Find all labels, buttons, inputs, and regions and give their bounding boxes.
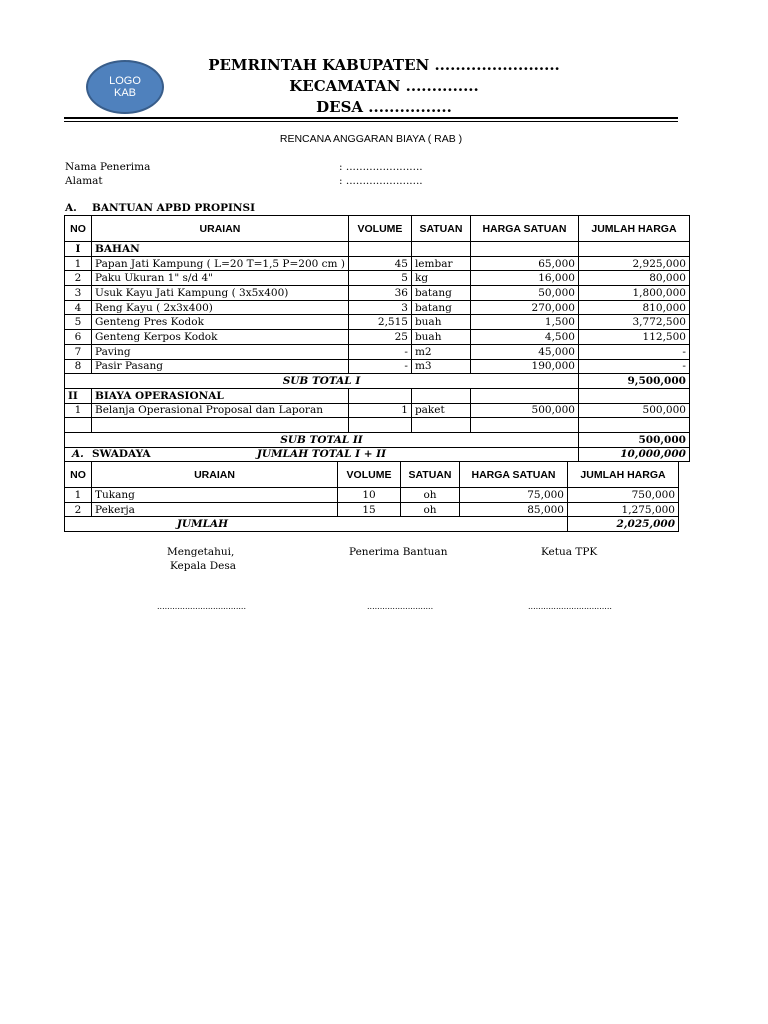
- item-no: 5: [65, 315, 92, 330]
- item-desc: Paving: [92, 344, 349, 359]
- item-unit: batang: [411, 286, 470, 301]
- table-row: [65, 502, 679, 517]
- subtotal2-label: SUB TOTAL II: [65, 432, 579, 447]
- item-price: 75,000: [460, 488, 568, 503]
- item-total: -: [578, 359, 689, 374]
- empty-row: [65, 418, 690, 433]
- item-unit: m3: [411, 359, 470, 374]
- item-total: 2,925,000: [578, 256, 689, 271]
- sign-1-dots: ...................................: [157, 602, 247, 611]
- item-unit: buah: [411, 330, 470, 345]
- table-row: [65, 488, 679, 503]
- subtotal-row: [65, 432, 690, 447]
- item-total: -: [578, 344, 689, 359]
- item-total: 80,000: [578, 271, 689, 286]
- table-header-row: [65, 216, 690, 242]
- item-unit: oh: [401, 502, 460, 517]
- col-header: NO: [65, 216, 92, 242]
- item-volume: 3: [348, 300, 411, 315]
- item-price: 270,000: [470, 300, 578, 315]
- item-no: 1: [65, 403, 92, 418]
- item-volume: 15: [338, 502, 401, 517]
- item-unit: batang: [411, 300, 470, 315]
- item-volume: 10: [338, 488, 401, 503]
- recipient-address-label: Alamat: [65, 175, 103, 187]
- item-no: 2: [65, 502, 92, 517]
- item-no: 4: [65, 300, 92, 315]
- subtotal2-value: 500,000: [578, 432, 689, 447]
- col-header: SATUAN: [401, 462, 460, 488]
- item-desc: Pekerja: [92, 502, 338, 517]
- item-desc: Genteng Pres Kodok: [92, 315, 349, 330]
- group-row: [65, 388, 690, 403]
- item-no: 3: [65, 286, 92, 301]
- item-unit: oh: [401, 488, 460, 503]
- item-total: 750,000: [568, 488, 679, 503]
- item-desc: Tukang: [92, 488, 338, 503]
- col-header: VOLUME: [338, 462, 401, 488]
- item-no: 8: [65, 359, 92, 374]
- col-header: HARGA SATUAN: [470, 216, 578, 242]
- sign-2-line1: Penerima Bantuan: [349, 546, 448, 558]
- table-row: [65, 271, 690, 286]
- item-price: 45,000: [470, 344, 578, 359]
- swadaya-total-label: JUMLAH: [65, 517, 568, 532]
- table-row: [65, 344, 690, 359]
- grandtotal-label: JUMLAH TOTAL I + II: [65, 447, 579, 462]
- item-price: 1,500: [470, 315, 578, 330]
- item-desc: Paku Ukuran 1" s/d 4": [92, 271, 349, 286]
- subtotal1-label: SUB TOTAL I: [65, 374, 579, 389]
- grandtotal-value: 10,000,000: [578, 447, 689, 462]
- item-total: 112,500: [578, 330, 689, 345]
- item-volume: 2,515: [348, 315, 411, 330]
- sign-2-dots: ..........................: [367, 602, 434, 611]
- table-row: [65, 330, 690, 345]
- group-no: I: [65, 242, 92, 257]
- item-desc: Pasir Pasang: [92, 359, 349, 374]
- item-volume: 1: [348, 403, 411, 418]
- col-header: JUMLAH HARGA: [568, 462, 679, 488]
- item-volume: -: [348, 344, 411, 359]
- col-header: SATUAN: [411, 216, 470, 242]
- item-price: 85,000: [460, 502, 568, 517]
- item-price: 65,000: [470, 256, 578, 271]
- subtotal-row: [65, 374, 690, 389]
- item-total: 1,275,000: [568, 502, 679, 517]
- recipient-name-label: Nama Penerima: [65, 161, 151, 173]
- group-no: II: [65, 388, 92, 403]
- table-row: [65, 403, 690, 418]
- section-a-title: BANTUAN APBD PROPINSI: [92, 202, 256, 214]
- sign-3-dots: .................................: [528, 602, 612, 611]
- item-price: 500,000: [470, 403, 578, 418]
- header-rule-thin: [64, 121, 678, 122]
- header-line1: PEMRINTAH KABUPATEN ........................: [208, 56, 560, 74]
- item-total: 3,772,500: [578, 315, 689, 330]
- table-header-row: [65, 462, 679, 488]
- group-title: BIAYA OPERASIONAL: [92, 388, 349, 403]
- group-title: BAHAN: [92, 242, 349, 257]
- item-total: 810,000: [578, 300, 689, 315]
- col-header: HARGA SATUAN: [460, 462, 568, 488]
- item-desc: Genteng Kerpos Kodok: [92, 330, 349, 345]
- item-unit: buah: [411, 315, 470, 330]
- document-title: RENCANA ANGGARAN BIAYA ( RAB ): [279, 133, 463, 145]
- table-row: [65, 359, 690, 374]
- item-volume: -: [348, 359, 411, 374]
- logo-line2: KAB: [113, 87, 136, 99]
- item-price: 190,000: [470, 359, 578, 374]
- table-row: [65, 256, 690, 271]
- item-price: 4,500: [470, 330, 578, 345]
- item-volume: 5: [348, 271, 411, 286]
- section-b-title: SWADAYA: [92, 448, 151, 460]
- item-unit: kg: [411, 271, 470, 286]
- sign-3-line1: Ketua TPK: [541, 546, 598, 558]
- logo-line1: LOGO: [109, 75, 141, 87]
- item-no: 7: [65, 344, 92, 359]
- item-desc: Belanja Operasional Proposal dan Laporan: [92, 403, 349, 418]
- header-rule-thick: [64, 117, 678, 119]
- swadaya-table: [64, 461, 679, 532]
- item-volume: 45: [348, 256, 411, 271]
- item-no: 1: [65, 256, 92, 271]
- sign-1-line1: Mengetahui,: [167, 546, 235, 558]
- item-unit: paket: [411, 403, 470, 418]
- item-volume: 36: [348, 286, 411, 301]
- item-price: 50,000: [470, 286, 578, 301]
- item-unit: m2: [411, 344, 470, 359]
- swadaya-total-value: 2,025,000: [568, 517, 679, 532]
- recipient-name-value: : .......................: [339, 161, 423, 173]
- col-header: NO: [65, 462, 92, 488]
- section-a-number: A.: [65, 202, 77, 214]
- header-line2: KECAMATAN ..............: [289, 77, 479, 95]
- rab-table: [64, 215, 690, 462]
- item-total: 1,800,000: [578, 286, 689, 301]
- table-row: [65, 300, 690, 315]
- col-header: VOLUME: [348, 216, 411, 242]
- item-desc: Usuk Kayu Jati Kampung ( 3x5x400): [92, 286, 349, 301]
- table-row: [65, 315, 690, 330]
- total-row: [65, 517, 679, 532]
- header-line3: DESA ................: [316, 98, 452, 116]
- item-total: 500,000: [578, 403, 689, 418]
- group-row: [65, 242, 690, 257]
- section-b-number: A.: [72, 448, 84, 460]
- item-desc: Papan Jati Kampung ( L=20 T=1,5 P=200 cm ): [92, 256, 349, 271]
- item-no: 2: [65, 271, 92, 286]
- col-header: URAIAN: [92, 462, 338, 488]
- grandtotal-row: [65, 447, 690, 462]
- item-unit: lembar: [411, 256, 470, 271]
- table-row: [65, 286, 690, 301]
- item-price: 16,000: [470, 271, 578, 286]
- sign-1-line2: Kepala Desa: [170, 560, 236, 572]
- item-no: 6: [65, 330, 92, 345]
- subtotal1-value: 9,500,000: [578, 374, 689, 389]
- item-desc: Reng Kayu ( 2x3x400): [92, 300, 349, 315]
- item-volume: 25: [348, 330, 411, 345]
- col-header: JUMLAH HARGA: [578, 216, 689, 242]
- col-header: URAIAN: [92, 216, 349, 242]
- item-no: 1: [65, 488, 92, 503]
- recipient-address-value: : .......................: [339, 175, 423, 187]
